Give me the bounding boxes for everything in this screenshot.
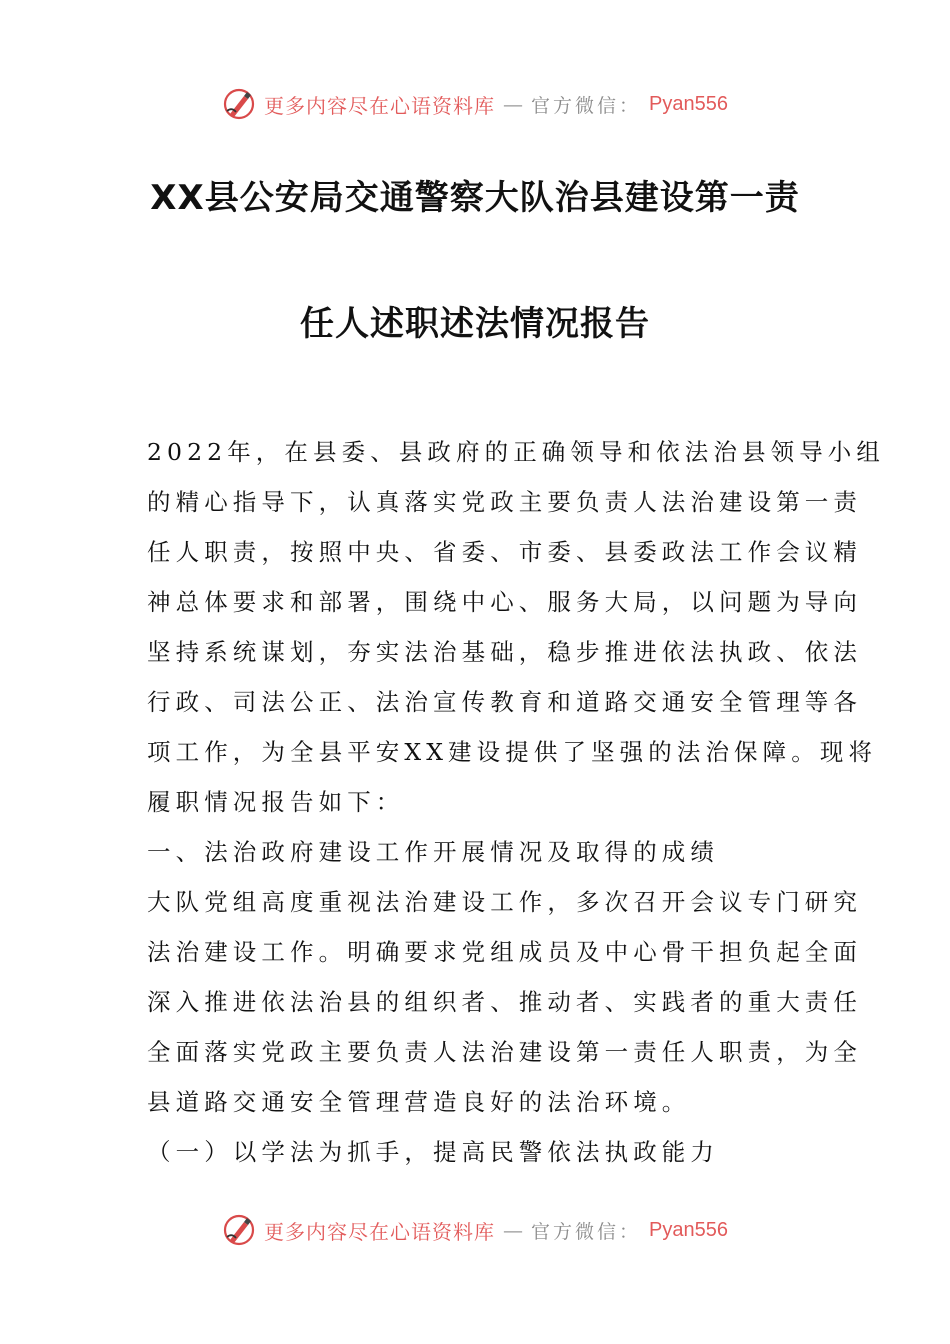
document-body: [147, 427, 886, 1177]
body-line: 的精心指导下，认真落实党政主要负责人法治建设第一责: [147, 488, 862, 516]
pen-circle-logo-icon: [222, 87, 256, 121]
watermark-wechat-id: Pyan556: [649, 92, 728, 115]
document-title-line-2: 任人述职述法情况报告: [300, 304, 650, 344]
body-line: 法治建设工作。明确要求党组成员及中心骨干担负起全面: [147, 938, 862, 966]
header-watermark: [0, 84, 950, 124]
body-line: 2022年，在县委、县政府的正确领导和依法治县领导小组: [147, 438, 886, 466]
watermark-separator: —: [503, 92, 523, 116]
body-line: 全面落实党政主要负责人法治建设第一责任人职责，为全: [147, 1038, 862, 1066]
pen-circle-logo-icon: [222, 1213, 256, 1247]
watermark-label: 官方微信：: [531, 94, 642, 117]
body-line: 行政、司法公正、法治宣传教育和道路交通安全管理等各: [147, 688, 862, 716]
watermark-site-text: 更多内容尽在心语资料库: [264, 93, 495, 118]
subsection-heading: （一）以学法为抓手，提高民警依法执政能力: [147, 1138, 719, 1166]
watermark-separator: —: [503, 1218, 523, 1242]
body-line: 神总体要求和部署，围绕中心、服务大局，以问题为导向: [147, 588, 862, 616]
footer-watermark: [0, 1210, 950, 1250]
body-line: 履职情况报告如下：: [147, 788, 405, 816]
body-line: 深入推进依法治县的组织者、推动者、实践者的重大责任: [147, 988, 862, 1016]
body-line: 坚持系统谋划，夯实法治基础，稳步推进依法执政、依法: [147, 638, 862, 666]
body-line: 县道路交通安全管理营造良好的法治环境。: [147, 1088, 691, 1116]
watermark-label: 官方微信：: [531, 1220, 642, 1243]
body-line: 任人职责，按照中央、省委、市委、县委政法工作会议精: [147, 538, 862, 566]
body-line: 项工作，为全县平安XX建设提供了坚强的法治保障。现将: [147, 738, 878, 766]
watermark-site-text: 更多内容尽在心语资料库: [264, 1219, 495, 1244]
document-title-line-1: XX县公安局交通警察大队治县建设第一责: [150, 178, 800, 218]
section-heading: 一、法治政府建设工作开展情况及取得的成绩: [147, 838, 719, 866]
body-line: 大队党组高度重视法治建设工作，多次召开会议专门研究: [147, 888, 862, 916]
watermark-wechat-id: Pyan556: [649, 1218, 728, 1241]
